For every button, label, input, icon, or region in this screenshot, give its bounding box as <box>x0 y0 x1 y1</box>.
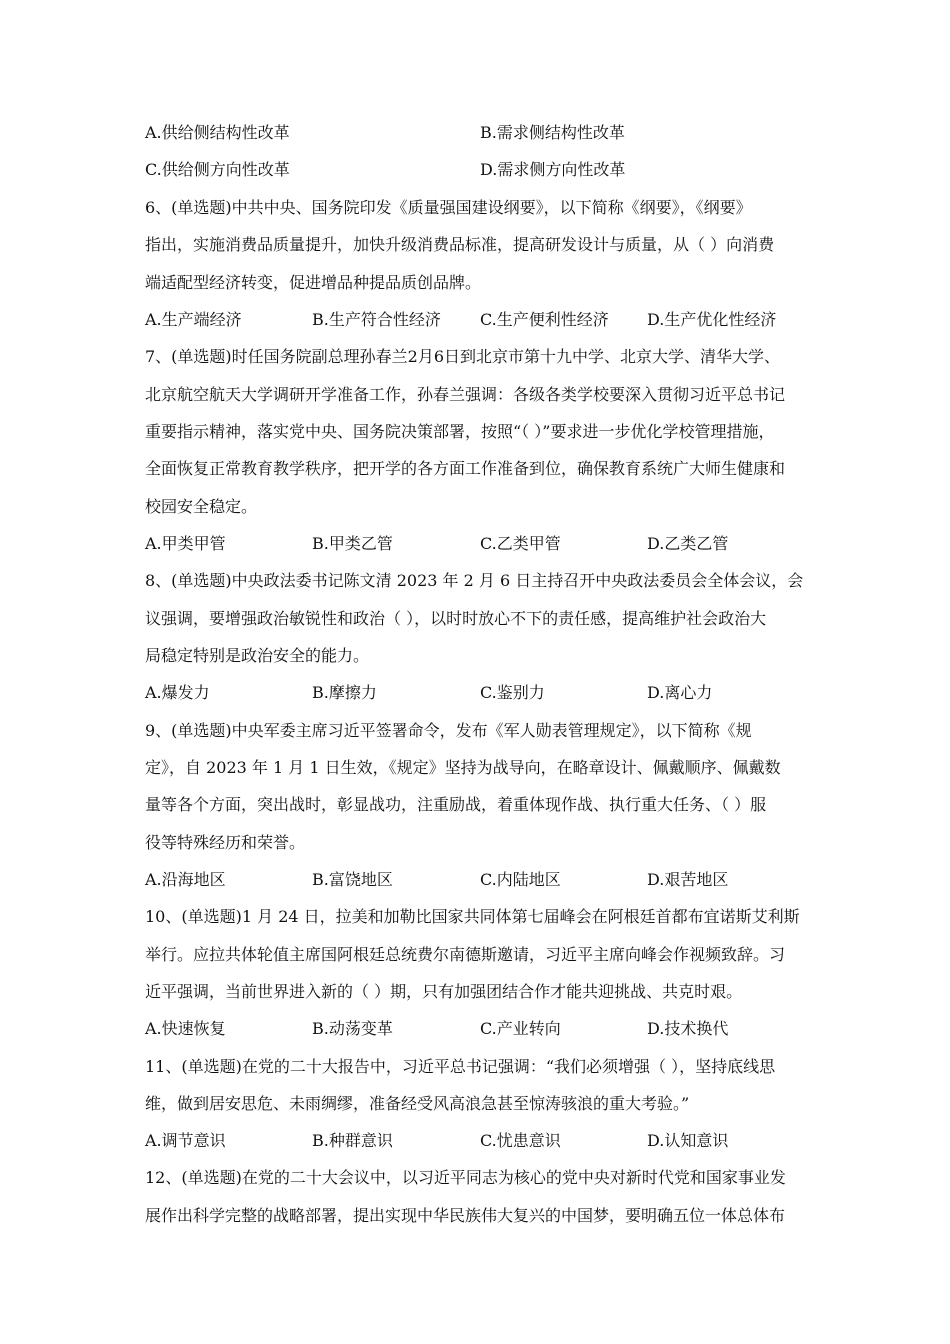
q9-option-a[interactable]: A.沿海地区 <box>145 870 226 889</box>
q7-option-a[interactable]: A.甲类甲管 <box>145 534 226 553</box>
q8-stem-line-3: 局稳定特别是政治安全的能力。 <box>145 646 370 665</box>
q10-stem-line-1: 10、(单选题)1 月 24 日，拉美和加勒比国家共同体第七届峰会在阿根廷首都布宜诺斯艾利斯 <box>145 907 800 926</box>
q5-option-b[interactable]: B.需求侧结构性改革 <box>480 123 625 142</box>
q9-option-d[interactable]: D.艰苦地区 <box>647 870 729 889</box>
q6-stem-line-3: 端适配型经济转变，促进增品种提品质创品牌。 <box>145 273 482 292</box>
q7-option-b[interactable]: B.甲类乙管 <box>312 534 393 553</box>
q11-option-d[interactable]: D.认知意识 <box>647 1131 729 1150</box>
q7-stem-line-2: 北京航空航天大学调研开学准备工作，孙春兰强调：各级各类学校要深入贯彻习近平总书记 <box>145 385 786 404</box>
q8-option-b[interactable]: B.摩擦力 <box>312 683 377 702</box>
q9-stem-line-1: 9、(单选题)中央军委主席习近平签署命令，发布《军人勋表管理规定》，以下简称《规 <box>145 721 752 740</box>
q9-stem-line-3: 量等各个方面，突出战时，彰显战功，注重励战，着重体现作战、执行重大任务、（ ）服 <box>145 795 767 814</box>
q10-option-d[interactable]: D.技术换代 <box>647 1019 729 1038</box>
q9-option-c[interactable]: C.内陆地区 <box>480 870 561 889</box>
q7-option-d[interactable]: D.乙类乙管 <box>647 534 729 553</box>
q9-stem-line-4: 役等特殊经历和荣誉。 <box>145 833 306 852</box>
q11-option-c[interactable]: C.忧患意识 <box>480 1131 561 1150</box>
q10-option-c[interactable]: C.产业转向 <box>480 1019 561 1038</box>
q11-stem-line-2: 维，做到居安思危、未雨绸缪，准备经受风高浪急甚至惊涛骇浪的重大考验。” <box>145 1094 690 1113</box>
q10-stem-line-2: 举行。应拉共体轮值主席国阿根廷总统费尔南德斯邀请，习近平主席向峰会作视频致辞。习 <box>145 945 786 964</box>
q10-stem-line-3: 近平强调，当前世界进入新的（ ）期，只有加强团结合作才能共迎挑战、共克时艰。 <box>145 982 743 1001</box>
q10-option-a[interactable]: A.快速恢复 <box>145 1019 226 1038</box>
q11-option-b[interactable]: B.种群意识 <box>312 1131 393 1150</box>
q6-stem-line-1: 6、(单选题)中共中央、国务院印发《质量强国建设纲要》，以下简称《纲要》，《纲要》 <box>145 198 752 217</box>
q7-stem-line-5: 校园安全稳定。 <box>145 497 258 516</box>
q8-option-d[interactable]: D.离心力 <box>647 683 713 702</box>
q7-stem-line-1: 7、(单选题)时任国务院副总理孙春兰2月6日到北京市第十九中学、北京大学、清华大学、 <box>145 347 781 366</box>
q7-option-c[interactable]: C.乙类甲管 <box>480 534 561 553</box>
q5-option-d[interactable]: D.需求侧方向性改革 <box>480 160 626 179</box>
q5-option-c[interactable]: C.供给侧方向性改革 <box>145 160 290 179</box>
q7-stem-line-3: 重要指示精神，落实党中央、国务院决策部署，按照“（ ）”要求进一步优化学校管理措施， <box>145 422 775 441</box>
q8-option-c[interactable]: C.鉴别力 <box>480 683 545 702</box>
q7-stem-line-4: 全面恢复正常教育教学秩序，把开学的各方面工作准备到位，确保教育系统广大师生健康和 <box>145 459 786 478</box>
q12-stem-line-2: 展作出科学完整的战略部署，提出实现中华民族伟大复兴的中国梦，要明确五位一体总体布 <box>145 1206 786 1225</box>
q11-option-a[interactable]: A.调节意识 <box>145 1131 226 1150</box>
q9-option-b[interactable]: B.富饶地区 <box>312 870 393 889</box>
q5-option-a[interactable]: A.供给侧结构性改革 <box>145 123 290 142</box>
q10-option-b[interactable]: B.动荡变革 <box>312 1019 393 1038</box>
q9-stem-line-2: 定》，自 2023 年 1 月 1 日生效，《规定》坚持为战导向，在略章设计、佩戴顺序、佩戴数 <box>145 758 781 777</box>
q6-option-d[interactable]: D.生产优化性经济 <box>647 310 777 329</box>
q8-stem-line-2: 议强调，要增强政治敏锐性和政治（ ），以时时放心不下的责任感，提高维护社会政治大 <box>145 609 767 628</box>
q6-stem-line-2: 指出，实施消费品质量提升，加快升级消费品标准，提高研发设计与质量，从（ ）向消费 <box>145 235 775 254</box>
q11-stem-line-1: 11、(单选题)在党的二十大报告中，习近平总书记强调：“我们必须增强（ ），坚持底线思 <box>145 1057 776 1076</box>
q6-option-b[interactable]: B.生产符合性经济 <box>312 310 441 329</box>
q8-option-a[interactable]: A.爆发力 <box>145 683 210 702</box>
q6-option-c[interactable]: C.生产便利性经济 <box>480 310 609 329</box>
q6-option-a[interactable]: A.生产端经济 <box>145 310 242 329</box>
q12-stem-line-1: 12、(单选题)在党的二十大会议中，以习近平同志为核心的党中央对新时代党和国家事业发 <box>145 1168 786 1187</box>
q8-stem-line-1: 8、(单选题)中央政法委书记陈文清 2023 年 2 月 6 日主持召开中央政法委员会全体会议，会 <box>145 571 804 590</box>
